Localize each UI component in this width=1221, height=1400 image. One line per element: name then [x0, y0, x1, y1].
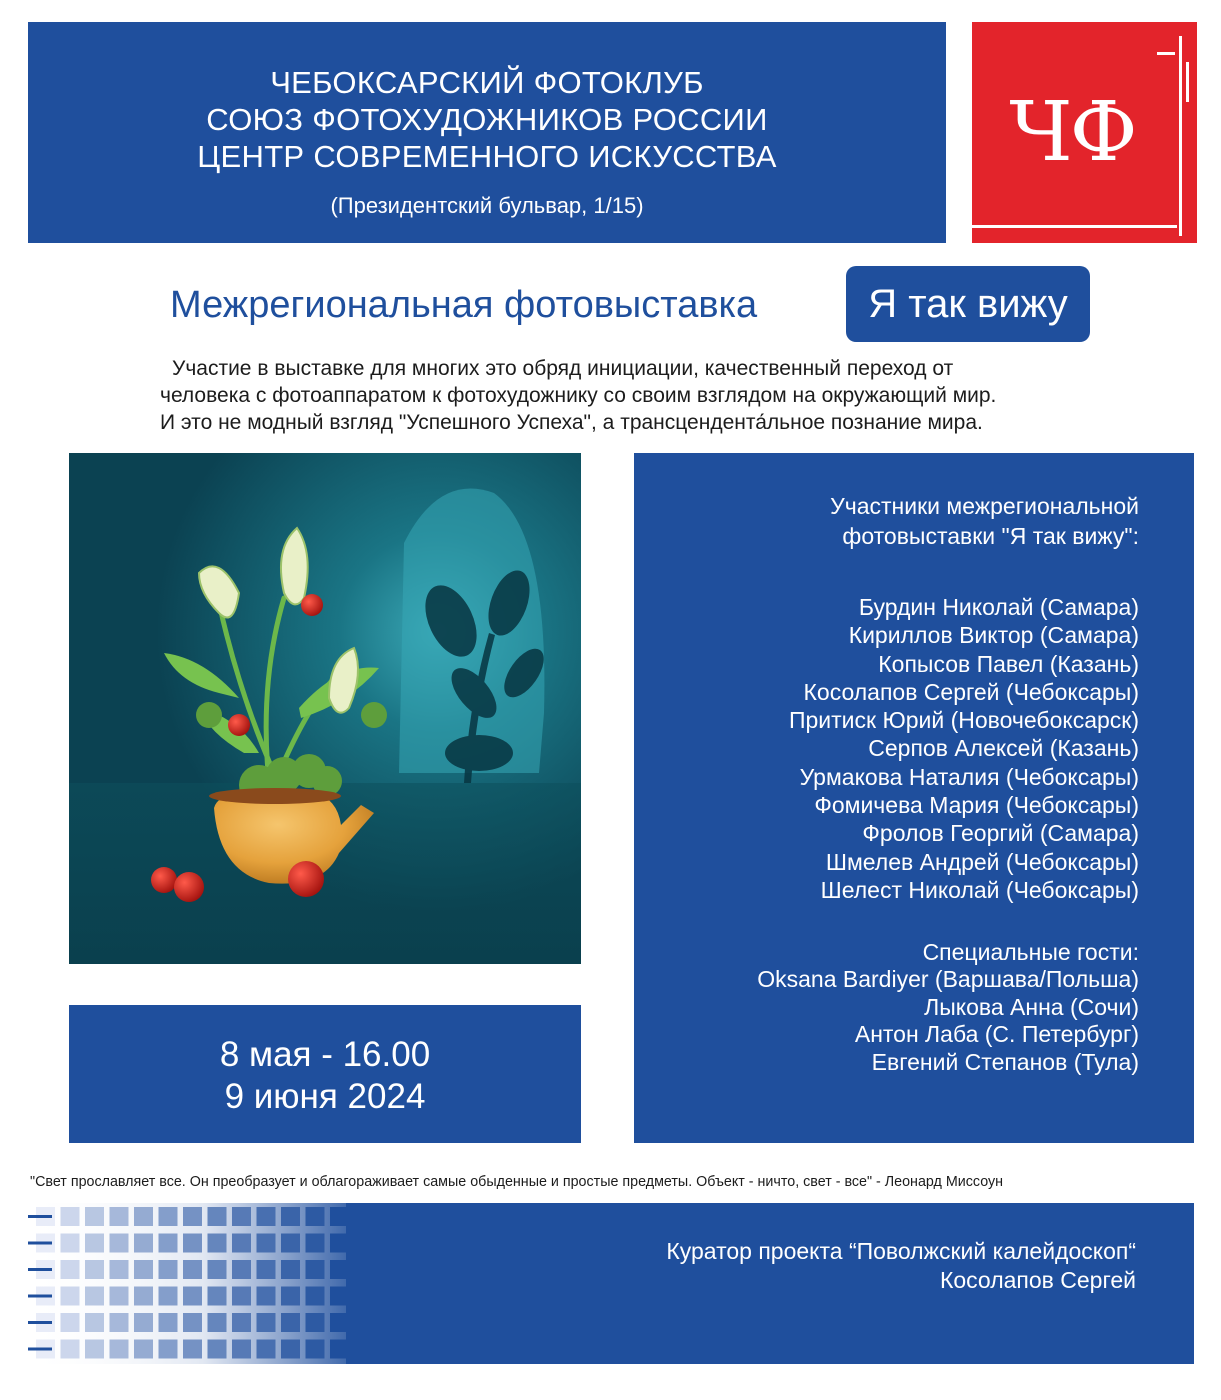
curator-project: Куратор проекта “Поволжский калейдоскоп“ — [666, 1238, 1136, 1264]
participant-item: Шмелев Андрей (Чебоксары) — [825, 848, 1139, 875]
mosaic-square — [183, 1287, 202, 1306]
mosaic-square — [61, 1313, 80, 1332]
participant-item: Бурдин Николай (Самара) — [858, 594, 1139, 620]
mosaic-square — [257, 1260, 276, 1279]
participants-heading-line: Участники межрегиональной — [830, 493, 1139, 519]
mosaic-decoration — [28, 1203, 346, 1364]
mosaic-square — [257, 1234, 276, 1253]
guest-item: Антон Лаба (С. Петербург) — [854, 1021, 1139, 1048]
mosaic-square — [306, 1207, 325, 1226]
mosaic-square — [61, 1340, 80, 1359]
mosaic-square — [85, 1260, 104, 1279]
participant-item: Копысов Павел (Казань) — [878, 650, 1139, 677]
light-quote: "Свет прославляет все. Он преобразует и облагораживает самые обыденные и простые предметы. Объект - ничто, свет - все" - Леонард Миссоун — [30, 1174, 1004, 1190]
mosaic-square — [110, 1207, 129, 1226]
mosaic-square — [134, 1340, 153, 1359]
guest-item: Oksana Bardiyer (Варшава/Польша) — [757, 966, 1139, 993]
header-line-center: ЦЕНТР СОВРЕМЕННОГО ИСКУССТВА — [197, 139, 777, 174]
mosaic-square — [330, 1340, 346, 1359]
mosaic-square — [330, 1234, 346, 1253]
header-line-club: ЧЕБОКСАРСКИЙ ФОТОКЛУБ — [270, 65, 704, 100]
mosaic-square — [306, 1313, 325, 1332]
mosaic-square — [183, 1234, 202, 1253]
participant-item: Притиск Юрий (Новочебоксарск) — [788, 707, 1139, 734]
mosaic-square — [134, 1287, 153, 1306]
logo-frame-line — [1186, 62, 1189, 102]
mosaic-square — [134, 1313, 153, 1332]
participants-list — [674, 593, 1139, 904]
mosaic-square — [330, 1313, 346, 1332]
mosaic-square — [232, 1260, 251, 1279]
date-opening: 8 мая - 16.00 — [219, 1035, 431, 1074]
mosaic-square — [61, 1234, 80, 1253]
curator-block — [666, 1237, 1136, 1295]
mosaic-square — [257, 1340, 276, 1359]
mosaic-dash — [28, 1268, 52, 1271]
mosaic-square — [134, 1207, 153, 1226]
logo-frame-line — [972, 225, 1177, 228]
exhibition-title: Межрегиональная фотовыставка — [170, 284, 758, 326]
mosaic-square — [85, 1207, 104, 1226]
mosaic-square — [232, 1287, 251, 1306]
mosaic-square — [159, 1313, 178, 1332]
header-banner — [28, 22, 946, 243]
mosaic-square — [85, 1340, 104, 1359]
mosaic-dash — [28, 1321, 52, 1324]
exhibition-photo — [69, 453, 581, 964]
mosaic-square — [232, 1234, 251, 1253]
mosaic-square — [85, 1287, 104, 1306]
intro-line: человека с фотоаппаратом к фотохудожнику со своим взглядом на окружающий мир. — [160, 384, 997, 407]
mosaic-square — [306, 1260, 325, 1279]
logo-frame-line — [1157, 52, 1175, 55]
mosaic-square — [134, 1260, 153, 1279]
mosaic-square — [208, 1313, 227, 1332]
special-guests-list — [674, 966, 1139, 1076]
mosaic-square — [257, 1287, 276, 1306]
mosaic-square — [110, 1313, 129, 1332]
mosaic-square — [134, 1234, 153, 1253]
participant-item: Урмакова Наталия (Чебоксары) — [799, 763, 1139, 790]
mosaic-square — [110, 1287, 129, 1306]
mosaic-dash — [28, 1215, 52, 1218]
mosaic-square — [330, 1207, 346, 1226]
logo-mark: ЧФ — [1009, 85, 1135, 180]
mosaic-square — [61, 1260, 80, 1279]
mosaic-square — [306, 1287, 325, 1306]
mosaic-square — [232, 1340, 251, 1359]
mosaic-square — [281, 1207, 300, 1226]
mosaic-square — [159, 1287, 178, 1306]
mosaic-dash — [28, 1348, 52, 1351]
mosaic-square — [183, 1340, 202, 1359]
mosaic-square — [110, 1234, 129, 1253]
mosaic-square — [159, 1207, 178, 1226]
mosaic-dash — [28, 1242, 52, 1245]
mosaic-square — [61, 1287, 80, 1306]
footer-banner — [346, 1203, 1194, 1364]
mosaic-square — [208, 1234, 227, 1253]
mosaic-square — [306, 1340, 325, 1359]
mosaic-square — [61, 1207, 80, 1226]
participant-item: Косолапов Сергей (Чебоксары) — [803, 678, 1139, 705]
still-life-image — [69, 453, 581, 964]
mosaic-square — [281, 1313, 300, 1332]
mosaic-square — [257, 1313, 276, 1332]
mosaic-square — [281, 1340, 300, 1359]
guest-item: Евгений Степанов (Тула) — [871, 1049, 1139, 1076]
mosaic-square — [232, 1207, 251, 1226]
mosaic-square — [281, 1234, 300, 1253]
mosaic-square — [306, 1234, 325, 1253]
intro-text — [160, 355, 1093, 436]
mosaic-square — [281, 1287, 300, 1306]
special-guests-heading: Специальные гости: — [922, 939, 1139, 966]
mosaic-square — [183, 1260, 202, 1279]
participant-item: Серпов Алексей (Казань) — [868, 735, 1139, 762]
header-address: (Президентский бульвар, 1/15) — [330, 193, 644, 218]
participants-heading-line: фотовыставки "Я так вижу": — [842, 523, 1139, 549]
mosaic-square — [208, 1287, 227, 1306]
participant-item: Фомичева Мария (Чебоксары) — [814, 792, 1139, 819]
mosaic-square — [208, 1340, 227, 1359]
mosaic-square — [330, 1260, 346, 1279]
intro-line: И это не модный взгляд "Успешного Успеха", а трансцендента́льное познание мира. — [160, 411, 983, 434]
mosaic-square — [330, 1287, 346, 1306]
mosaic-square — [257, 1207, 276, 1226]
exhibition-name-badge: Я так вижу — [846, 266, 1090, 342]
mosaic-square — [208, 1260, 227, 1279]
participant-item: Шелест Николай (Чебоксары) — [820, 876, 1139, 903]
header-line-union: СОЮЗ ФОТОХУДОЖНИКОВ РОССИИ — [206, 102, 768, 137]
title-row — [0, 266, 1221, 344]
guest-item: Лыкова Анна (Сочи) — [924, 993, 1139, 1020]
mosaic-square — [183, 1313, 202, 1332]
curator-name: Косолапов Сергей — [939, 1267, 1136, 1293]
mosaic-dash — [28, 1295, 52, 1298]
mosaic-square — [159, 1340, 178, 1359]
mosaic-square — [183, 1207, 202, 1226]
mosaic-square — [85, 1313, 104, 1332]
logo-frame-line — [1179, 36, 1182, 236]
mosaic-square — [85, 1234, 104, 1253]
club-logo — [972, 22, 1197, 243]
participant-item: Кириллов Виктор (Самара) — [848, 622, 1139, 649]
mosaic-square — [232, 1313, 251, 1332]
mosaic-square — [110, 1260, 129, 1279]
mosaic-square — [281, 1260, 300, 1279]
mosaic-square — [159, 1234, 178, 1253]
intro-line: Участие в выставке для многих это обряд инициации, качественный переход от — [172, 357, 954, 380]
dates-panel — [69, 1005, 581, 1143]
mosaic-square — [110, 1340, 129, 1359]
participants-panel — [634, 453, 1194, 1143]
mosaic-square — [159, 1260, 178, 1279]
date-closing: 9 июня 2024 — [224, 1077, 426, 1116]
mosaic-square — [208, 1207, 227, 1226]
participant-item: Фролов Георгий (Самара) — [862, 820, 1139, 847]
